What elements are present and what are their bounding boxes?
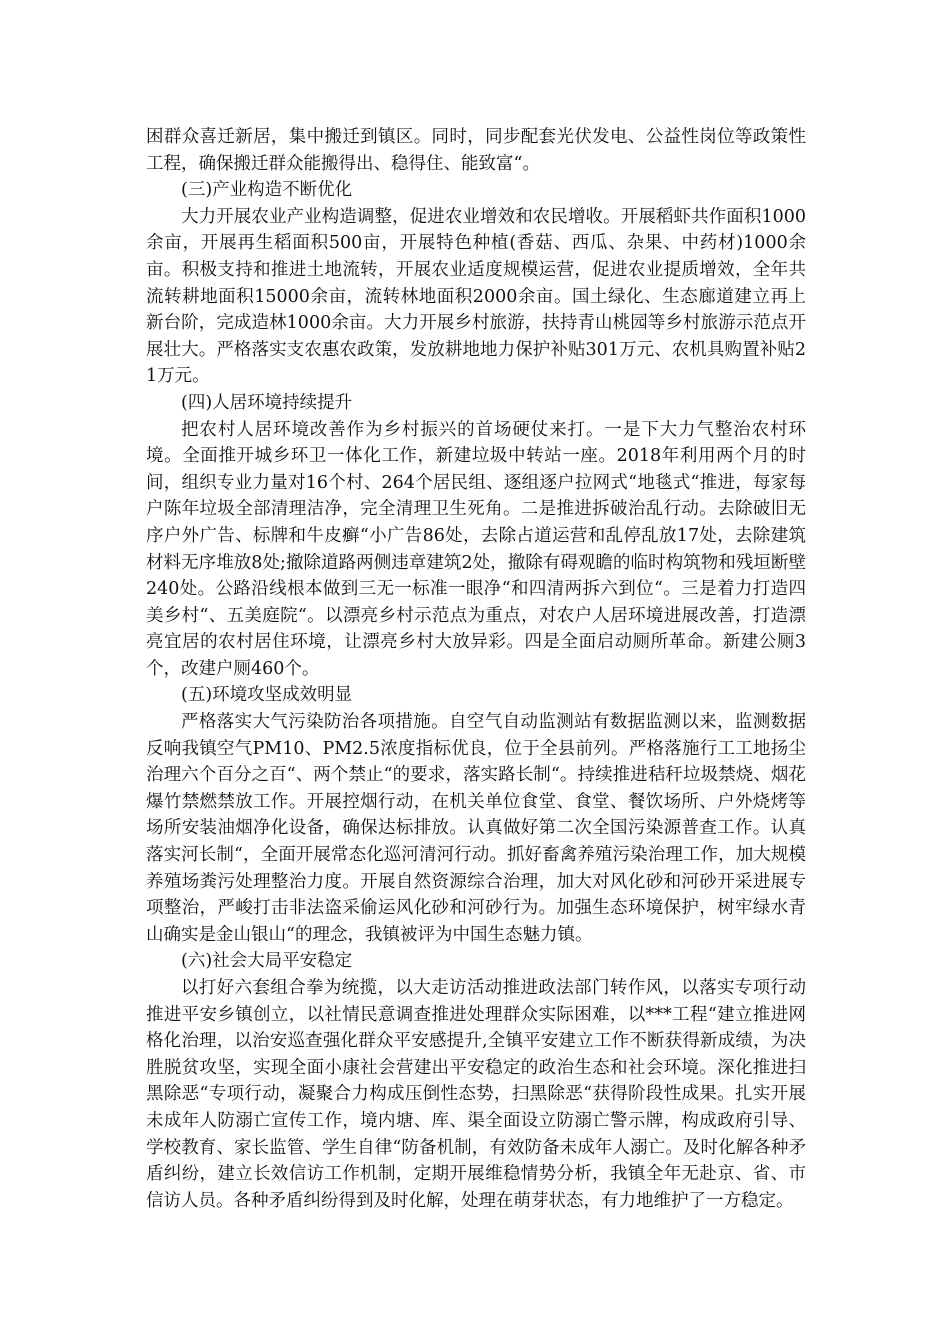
document-page [146, 124, 806, 1214]
paragraph-relocation-continued: 困群众喜迁新居，集中搬迁到镇区。同时，同步配套光伏发电、公益性岗位等政策性工程，确保搬迁群众能搬得出、稳得住、能致富“。 [146, 127, 806, 174]
section-heading-environment: (五)环境攻坚成效明显 [181, 685, 353, 706]
section-heading-social-stability: (六)社会大局平安稳定 [181, 951, 353, 972]
paragraph-living-environment: 把农村人居环境改善作为乡村振兴的首场硬仗来打。一是下大力气整治农村环境。全面推开城乡环卫一体化工作，新建垃圾中转站一座。2018年利用两个月的时间，组织专业力量对16个村、264个居民组、逐组逐户拉网式“地毯式“推进，每家每户陈年垃圾全部清理洁净，完全清理卫生死角。二是推进拆破治乱行动。去除破旧无序户外广告、标牌和牛皮癣“小广告86处，去除占道运营和乱停乱放17处，去除建筑材料无序堆放8处;撤除道路两侧违章建筑2处，撤除有碍观瞻的临时构筑物和残垣断壁240处。公路沿线根本做到三无一标准一眼净“和四清两拆六到位“。三是着力打造四美乡村“、五美庭院“。以漂亮乡村示范点为重点，对农户人居环境进展改善，打造漂亮宜居的农村居住环境，让漂亮乡村大放异彩。四是全面启动厕所革命。新建公厕3个，改建户厕460个。 [146, 419, 806, 679]
section-heading-industry: (三)产业构造不断优化 [181, 180, 353, 201]
paragraph-social-stability: 以打好六套组合拳为统揽，以大走访活动推进政法部门转作风，以落实专项行动推进平安乡镇创立，以社情民意调查推进处理群众实际困难，以***工程“建立推进网格化治理，以治安巡查强化群众平安感提升,全镇平安建立工作不断获得新成绩，为决胜脱贫攻坚，实现全面小康社会营建出平安稳定的政治生态和社会环境。深化推进扫黑除恶“专项行动，凝聚合力构成压倒性态势，扫黑除恶“获得阶段性成果。扎实开展未成年人防溺亡宣传工作，境内塘、库、渠全面设立防溺亡警示牌，构成政府引导、学校教育、家长监管、学生自律“防备机制，有效防备未成年人溺亡。及时化解各种矛盾纠纷，建立长效信访工作机制，定期开展维稳情势分析，我镇全年无赴京、省、市信访人员。各种矛盾纠纷得到及时化解，处理在萌芽状态，有力地维护了一方稳定。 [146, 978, 806, 1211]
paragraph-environment: 严格落实大气污染防治各项措施。自空气自动监测站有数据监测以来，监测数据反响我镇空气PM10、PM2.5浓度指标优良，位于全县前列。严格落施行工工地扬尘治理六个百分之百“、两个禁止“的要求，落实路长制“。持续推进秸秆垃圾禁烧、烟花爆竹禁燃禁放工作。开展控烟行动，在机关单位食堂、食堂、餐饮场所、户外烧烤等场所安装油烟净化设备，确保达标排放。认真做好第二次全国污染源普查工作。认真落实河长制“，全面开展常态化巡河清河行动。抓好畜禽养殖污染治理工作，加大规模养殖场粪污处理整治力度。开展自然资源综合治理，加大对风化砂和河砂开采进展专项整治，严峻打击非法盗采偷运风化砂和河砂行为。加强生态环境保护，树牢绿水青山确实是金山银山“的理念，我镇被评为中国生态魅力镇。 [146, 712, 806, 945]
section-heading-living-environment: (四)人居环境持续提升 [181, 392, 353, 413]
paragraph-industry: 大力开展农业产业构造调整，促进农业增效和农民增收。开展稻虾共作面积1000余亩，开展再生稻面积500亩，开展特色种植(香菇、西瓜、杂果、中药材)1000余亩。积极支持和推进土地流转，开展农业适度规模运营，促进农业提质增效，全年共流转耕地面积15000余亩，流转林地面积2000余亩。国土绿化、生态廊道建立再上新台阶，完成造林1000余亩。大力开展乡村旅游，扶持青山桃园等乡村旅游示范点开展壮大。严格落实支农惠农政策，发放耕地地力保护补贴301万元、农机具购置补贴21万元。 [146, 206, 806, 387]
